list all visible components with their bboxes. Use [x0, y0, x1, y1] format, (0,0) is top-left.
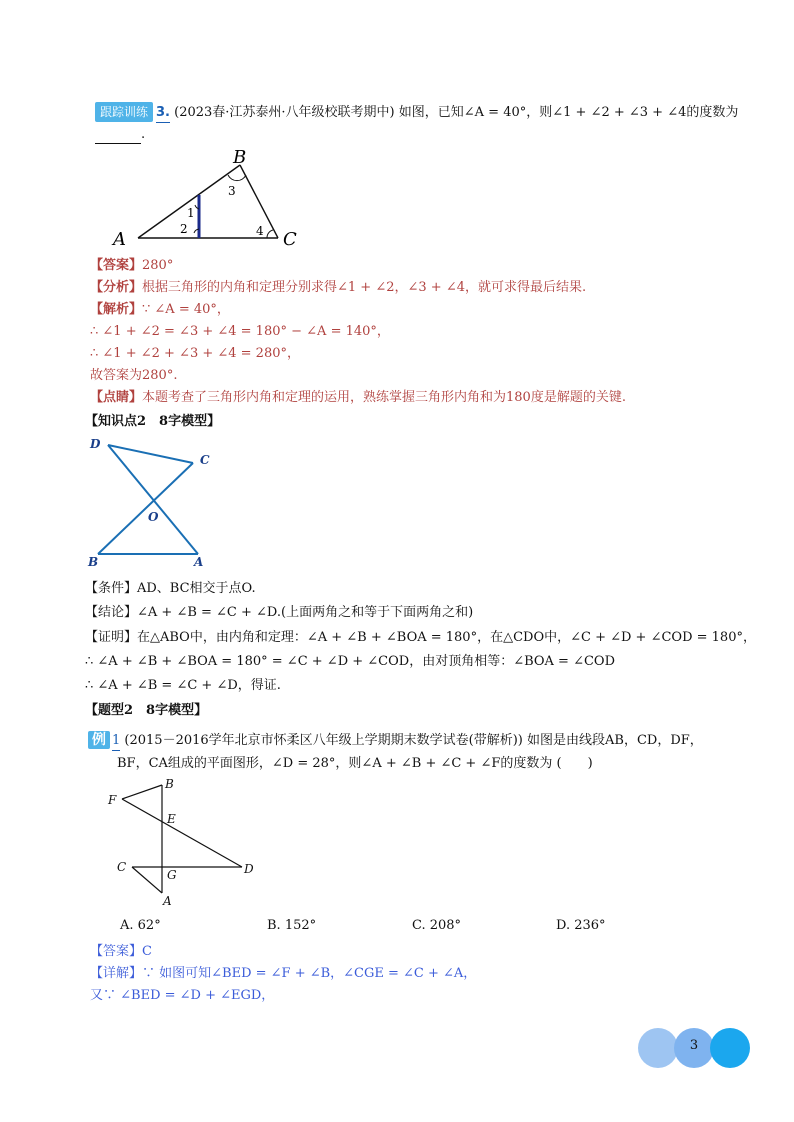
- comment-line: 【点睛】本题考查了三角形内角和定理的运用，熟练掌握三角形内角和为180度是解题的关键.: [90, 390, 626, 405]
- example-1-line-1: 例 1 (2015－2016学年北京市怀柔区八年级上学期期末数学试卷(带解析)) 如图是由线段AB，CD，DF，: [88, 731, 703, 751]
- triangle-figure: [110, 145, 310, 255]
- angle-4-label: 4: [256, 224, 264, 238]
- page-circle-left: [638, 1028, 678, 1068]
- vertex-b-label: B: [233, 147, 247, 168]
- angle-1-label: 1: [187, 206, 195, 220]
- point-b-label: B: [165, 777, 174, 791]
- conclusion-line: 【结论】∠A + ∠B = ∠C + ∠D.(上面两角之和等于下面两角之和): [85, 605, 474, 620]
- point-b-label: B: [88, 555, 99, 569]
- solution-line-3: ∴ ∠1 + ∠2 + ∠3 + ∠4 = 280°，: [90, 346, 300, 361]
- solution-line-4: 故答案为280°.: [90, 368, 178, 383]
- page-circle-right: [710, 1028, 750, 1068]
- example-detail-line-2: 又∵ ∠BED = ∠D + ∠EGD，: [90, 988, 275, 1003]
- condition-line: 【条件】AD、BC相交于点O.: [85, 581, 256, 596]
- proof-line-2: ∴ ∠A + ∠B + ∠BOA = 180° = ∠C + ∠D + ∠COD，由对顶角相等：∠BOA = ∠COD: [85, 654, 616, 669]
- point-c-label: C: [200, 453, 210, 467]
- point-d-label: D: [244, 862, 254, 876]
- page-number: 3: [689, 1038, 699, 1053]
- example-detail-line: 【详解】∵ 如图可知∠BED = ∠F + ∠B，∠CGE = ∠C + ∠A，: [90, 966, 477, 981]
- example-number: 1: [112, 732, 120, 751]
- question-3-header: [95, 102, 738, 123]
- point-a-label: A: [194, 555, 204, 569]
- option-a[interactable]: A. 62°: [120, 918, 161, 933]
- tracking-badge: 跟踪训练: [95, 102, 153, 122]
- angle-2-label: 2: [180, 222, 188, 236]
- question-type-title: 【题型2 8字模型】: [85, 703, 208, 718]
- option-d[interactable]: D. 236°: [556, 918, 606, 933]
- segment-figure: [105, 775, 265, 905]
- point-e-label: E: [167, 812, 176, 826]
- solution-line-2: ∴ ∠1 + ∠2 = ∠3 + ∠4 = 180° − ∠A = 140°，: [90, 324, 390, 339]
- knowledge-point-title: 【知识点2 8字模型】: [85, 414, 221, 429]
- proof-line-1: 【证明】在△ABO中，由内角和定理：∠A + ∠B + ∠BOA = 180°，在△CDO中，∠C + ∠D + ∠COD = 180°，: [85, 630, 756, 645]
- vertex-a-label: A: [113, 229, 126, 250]
- option-b[interactable]: B. 152°: [267, 918, 317, 933]
- example-badge: 例: [88, 731, 110, 749]
- solution-line-1: 【解析】∵ ∠A = 40°，: [90, 302, 230, 317]
- figure-eight-diagram: [80, 430, 230, 570]
- option-c[interactable]: C. 208°: [412, 918, 462, 933]
- angle-3-label: 3: [228, 184, 236, 198]
- answer-blank: [95, 131, 141, 144]
- point-c-label: C: [117, 860, 127, 874]
- point-d-label: D: [90, 437, 101, 451]
- question-number: 3.: [156, 104, 170, 123]
- answer-line: 【答案】280°: [90, 258, 174, 273]
- point-f-label: F: [108, 793, 117, 807]
- question-3-text: (2023春·江苏泰州·八年级校联考期中) 如图，已知∠A = 40°，则∠1 + ∠2 + ∠3 + ∠4的度数为: [174, 105, 739, 120]
- point-g-label: G: [167, 868, 177, 882]
- analysis-line: 【分析】根据三角形的内角和定理分别求得∠1 + ∠2，∠3 + ∠4，就可求得最后结果.: [90, 280, 587, 295]
- point-a-label: A: [163, 894, 172, 905]
- example-1-line-2: BF，CA组成的平面图形，∠D = 28°，则∠A + ∠B + ∠C + ∠F的度数为 ( ): [117, 756, 593, 771]
- vertex-c-label: C: [283, 229, 297, 250]
- proof-line-3: ∴ ∠A + ∠B = ∠C + ∠D，得证.: [85, 678, 281, 693]
- answer-blank-line: .: [95, 126, 145, 144]
- point-o-label: O: [148, 510, 159, 524]
- example-answer-line: 【答案】C: [90, 944, 152, 959]
